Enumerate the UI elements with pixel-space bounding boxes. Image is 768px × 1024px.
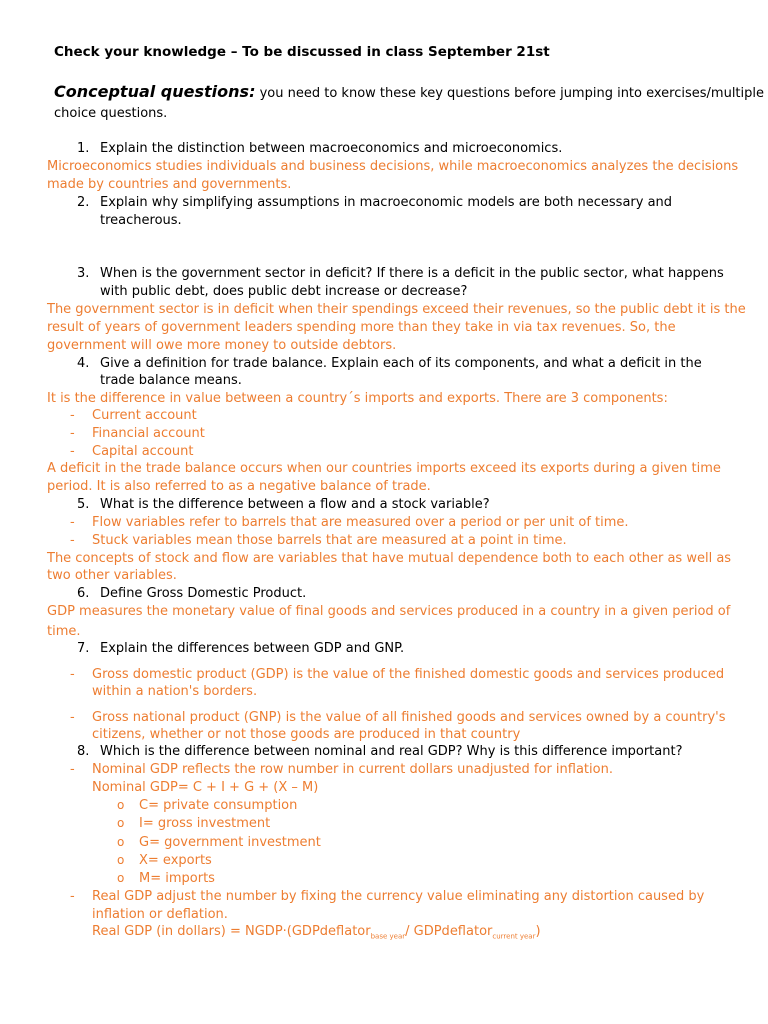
question-3-line1: When is the government sector in deficit? If there is a deficit in the public sector, what happens bbox=[100, 266, 724, 281]
question-4-line2: trade balance means. bbox=[100, 373, 242, 388]
question-number: 8. bbox=[77, 744, 90, 759]
dash-bullet: - bbox=[70, 515, 75, 530]
circle-bullet-icon: o bbox=[117, 816, 125, 830]
gdp-component: C= private consumption bbox=[139, 798, 298, 813]
gdp-component: M= imports bbox=[139, 871, 215, 886]
answer-4-deficit-line1: A deficit in the trade balance occurs when our countries imports exceed its exports during a given time bbox=[47, 461, 721, 476]
answer-6-line2: time. bbox=[47, 624, 81, 639]
dash-bullet: - bbox=[70, 889, 75, 904]
question-number: 6. bbox=[77, 586, 90, 601]
answer-4-deficit-line2: period. It is also referred to as a negative balance of trade. bbox=[47, 479, 431, 494]
circle-bullet-icon: o bbox=[117, 871, 125, 885]
dash-bullet: - bbox=[70, 710, 75, 725]
dash-bullet: - bbox=[70, 533, 75, 548]
real-gdp-formula bbox=[92, 923, 541, 946]
gdp-component: X= exports bbox=[139, 853, 212, 868]
question-number: 7. bbox=[77, 641, 90, 656]
dash-bullet: - bbox=[70, 408, 75, 423]
real-gdp-formula-c: ) bbox=[535, 924, 541, 939]
answer-7-gnp-line2: citizens, whether or not those goods are produced in that country bbox=[92, 727, 521, 742]
conceptual-intro-text: you need to know these key questions before jumping into exercises/multiple bbox=[259, 86, 765, 101]
answer-8-real-line1: Real GDP adjust the number by fixing the currency value eliminating any distortion caused by bbox=[92, 889, 705, 904]
question-number: 2. bbox=[77, 195, 90, 210]
answer-8-nominal-line1: Nominal GDP reflects the row number in current dollars unadjusted for inflation. bbox=[92, 762, 613, 777]
answer-3-line1: The government sector is in deficit when their spendings exceed their revenues, so the public debt it is the bbox=[47, 302, 746, 317]
dash-bullet: - bbox=[70, 667, 75, 682]
question-8: Which is the difference between nominal and real GDP? Why is this difference important? bbox=[100, 744, 683, 759]
deflator-current-year-sub: current year bbox=[492, 932, 536, 941]
real-gdp-formula-a: Real GDP (in dollars) = NGDP·(GDPdeflator bbox=[92, 924, 371, 939]
question-2-line1: Explain why simplifying assumptions in macroeconomic models are both necessary and bbox=[100, 195, 673, 210]
dash-bullet: - bbox=[70, 444, 75, 459]
answer-1-line2: made by countries and governments. bbox=[47, 177, 292, 192]
component-item: Capital account bbox=[92, 444, 194, 459]
answer-5-bullet1: Flow variables refer to barrels that are measured over a period or per unit of time. bbox=[92, 515, 629, 530]
circle-bullet-icon: o bbox=[117, 853, 125, 867]
question-2-line2: treacherous. bbox=[100, 213, 182, 228]
conceptual-intro-line2: choice questions. bbox=[54, 106, 168, 121]
component-item: Financial account bbox=[92, 426, 205, 441]
answer-4-intro: It is the difference in value between a country´s imports and exports. There are 3 components: bbox=[47, 391, 668, 406]
deflator-base-year-sub: base year bbox=[370, 932, 406, 941]
component-item: Current account bbox=[92, 408, 197, 423]
real-gdp-formula-b: / GDPdeflator bbox=[405, 924, 493, 939]
answer-7-gdp-line1: Gross domestic product (GDP) is the value of the finished domestic goods and services produced bbox=[92, 667, 725, 682]
circle-bullet-icon: o bbox=[117, 835, 125, 849]
question-4-line1: Give a definition for trade balance. Explain each of its components, and what a deficit in the bbox=[100, 356, 702, 371]
answer-5-line2: two other variables. bbox=[47, 568, 177, 583]
gdp-component: I= gross investment bbox=[139, 816, 271, 831]
dash-bullet: - bbox=[70, 426, 75, 441]
question-7: Explain the differences between GDP and GNP. bbox=[100, 641, 405, 656]
question-number: 5. bbox=[77, 497, 90, 512]
question-number: 3. bbox=[77, 266, 90, 281]
answer-7-gdp-line2: within a nation's borders. bbox=[92, 684, 258, 699]
nominal-gdp-formula: Nominal GDP= C + I + G + (X – M) bbox=[92, 780, 319, 795]
answer-1-line1: Microeconomics studies individuals and business decisions, while macroeconomics analyzes the decisions bbox=[47, 159, 739, 174]
circle-bullet-icon: o bbox=[117, 798, 125, 812]
question-6: Define Gross Domestic Product. bbox=[100, 586, 307, 601]
dash-bullet: - bbox=[70, 762, 75, 777]
answer-6-line1: GDP measures the monetary value of final goods and services produced in a country in a given period of bbox=[47, 604, 731, 619]
question-number: 4. bbox=[77, 356, 90, 371]
gdp-component: G= government investment bbox=[139, 835, 321, 850]
question-1: Explain the distinction between macroeconomics and microeconomics. bbox=[100, 141, 563, 156]
question-3-line2: with public debt, does public debt increase or decrease? bbox=[100, 284, 468, 299]
question-5: What is the difference between a flow and a stock variable? bbox=[100, 497, 490, 512]
answer-5-line1: The concepts of stock and flow are variables that have mutual dependence both to each other as well as bbox=[47, 551, 732, 566]
answer-3-line3: government will owe more money to outside debtors. bbox=[47, 338, 397, 353]
answer-8-real-line2: inflation or deflation. bbox=[92, 907, 228, 922]
answer-5-bullet2: Stuck variables mean those barrels that are measured at a point in time. bbox=[92, 533, 567, 548]
question-number: 1. bbox=[77, 141, 90, 156]
answer-3-line2: result of years of government leaders spending more than they take in via tax revenues. So, the bbox=[47, 320, 676, 335]
conceptual-heading: Conceptual questions: bbox=[54, 82, 256, 101]
conceptual-intro bbox=[54, 83, 764, 102]
answer-7-gnp-line1: Gross national product (GNP) is the value of all finished goods and services owned by a country's bbox=[92, 710, 726, 725]
page-title: Check your knowledge – To be discussed in class September 21st bbox=[54, 44, 550, 60]
